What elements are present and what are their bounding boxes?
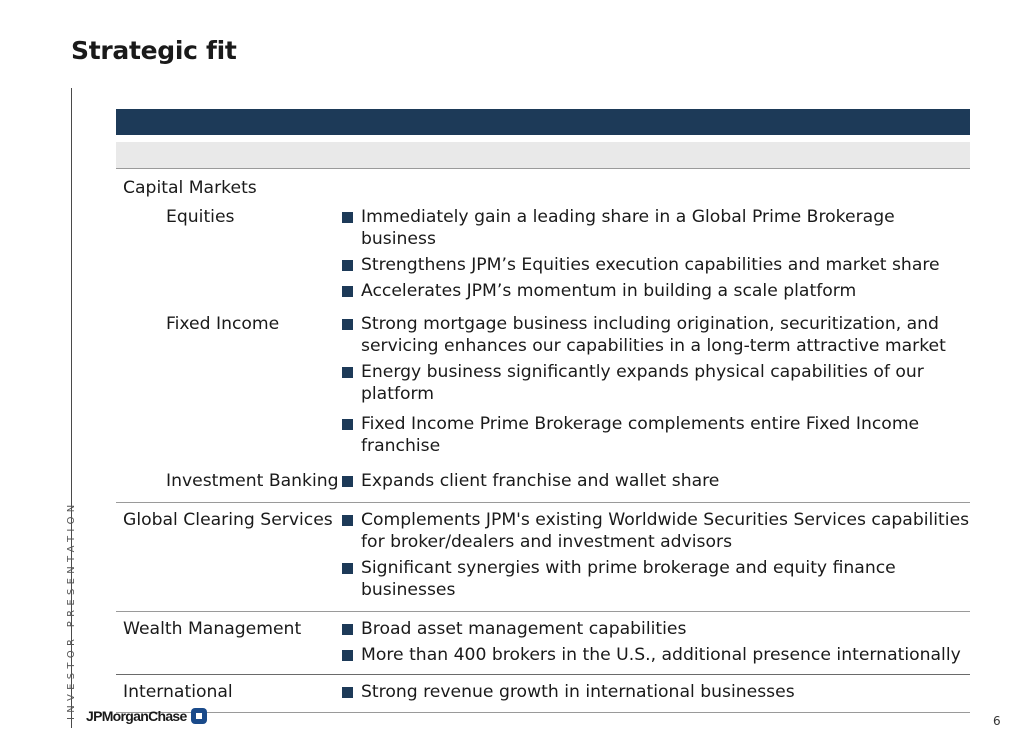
- section-label: Wealth Management: [123, 619, 302, 639]
- square-bullet-icon: [342, 624, 353, 635]
- bullet-item: Strong revenue growth in international businesses: [342, 681, 970, 703]
- square-bullet-icon: [342, 419, 353, 430]
- square-bullet-icon: [342, 319, 353, 330]
- table-header-bar: [116, 109, 970, 135]
- bullet-item: Complements JPM's existing Worldwide Securities Services capabilities for broker/dealers and investment advisors: [342, 509, 970, 553]
- bullet-item: Energy business significantly expands physical capabilities of our platform: [342, 361, 970, 405]
- square-bullet-icon: [342, 515, 353, 526]
- section-label: International: [123, 682, 233, 702]
- subsection-equities: [116, 206, 970, 306]
- square-bullet-icon: [342, 650, 353, 661]
- logo-text: JPMorganChase: [86, 708, 187, 724]
- bullet-item: Expands client franchise and wallet share: [342, 470, 970, 492]
- table-subheader-bar: [116, 142, 970, 169]
- bullet-item: Accelerates JPM’s momentum in building a scale platform: [342, 280, 970, 302]
- square-bullet-icon: [342, 260, 353, 271]
- bullet-item: Fixed Income Prime Brokerage complements entire Fixed Income franchise: [342, 413, 970, 457]
- subsection-label: Equities: [166, 207, 235, 227]
- bullet-item: Immediately gain a leading share in a Global Prime Brokerage business: [342, 206, 970, 250]
- subsection-label: Fixed Income: [166, 314, 280, 334]
- section-global-clearing: [116, 503, 970, 612]
- square-bullet-icon: [342, 563, 353, 574]
- square-bullet-icon: [342, 476, 353, 487]
- subsection-label: Investment Banking: [166, 471, 339, 491]
- subsection-fixed-income: [116, 313, 970, 461]
- side-label: INVESTOR PRESENTATION: [66, 500, 77, 720]
- subsection-investment-banking: [116, 470, 970, 496]
- section-label: Global Clearing Services: [123, 510, 333, 530]
- square-bullet-icon: [342, 367, 353, 378]
- square-bullet-icon: [342, 212, 353, 223]
- strategic-fit-table: [116, 169, 970, 713]
- section-capital-markets: [116, 169, 970, 503]
- bullet-item: Strong mortgage business including origination, securitization, and servicing enhances our capabilities in a long-term attractive market: [342, 313, 970, 357]
- bullet-item: Broad asset management capabilities: [342, 618, 970, 640]
- page-title: Strategic fit: [71, 36, 237, 65]
- square-bullet-icon: [342, 687, 353, 698]
- page-number: 6: [993, 714, 1001, 728]
- jpmorgan-chase-logo: [86, 708, 207, 724]
- bullet-item: More than 400 brokers in the U.S., additional presence internationally: [342, 644, 970, 666]
- section-wealth-management: [116, 612, 970, 675]
- square-bullet-icon: [342, 286, 353, 297]
- bullet-item: Strengthens JPM’s Equities execution capabilities and market share: [342, 254, 970, 276]
- bullet-item: Significant synergies with prime brokerage and equity finance businesses: [342, 557, 970, 601]
- octagon-logo-icon: [191, 708, 207, 724]
- section-label: Capital Markets: [123, 178, 257, 198]
- section-international: [116, 675, 970, 713]
